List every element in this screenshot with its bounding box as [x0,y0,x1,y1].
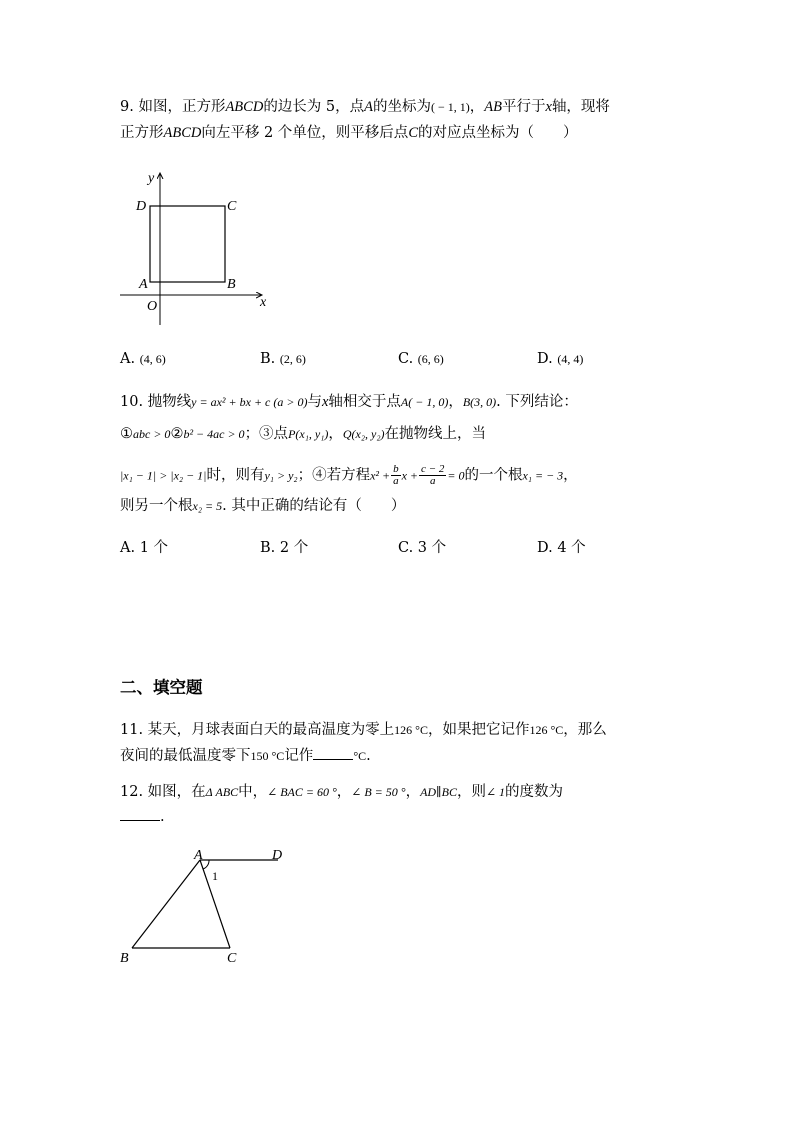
q10-line4: 则另一个根x₂ = 5. 其中正确的结论有（ ） [120,498,406,514]
q9-option-b[interactable]: B. (2, 6) [260,351,306,367]
q12-triangle-figure [110,845,300,970]
q11-answer-blank[interactable] [313,745,353,760]
fraction-c-minus-2-over-a: $\frac{c - 2}{a}$ [421,463,445,487]
q12-line1: 12. 如图，在Δ ABC中，∠ BAC = 60 °，∠ B = 50 °，AD∥BC，则∠ 1的度数为 [120,784,564,800]
q12-line2: . [120,806,165,827]
label-a: A [194,848,203,863]
q10-line1: 10. 抛物线y = ax² + bx + c (a > 0)与x轴相交于点A( − 1, 0)，B(3, 0). 下列结论： [120,394,578,410]
label-c: C [227,951,237,966]
angle-1-arc [203,860,209,869]
q10-line3: |x₁ − 1| > |x₂ − 1|时，则有y₁ > y₂；④若方程x² + $\frac{b}{a}$ x + $\frac{c - 2}{a}$ = 0的一个根x₁ = − 3， [120,463,578,487]
q10-option-d[interactable]: D. 4 个 [537,540,586,556]
label-o: O [147,299,158,314]
square-abcd [150,206,225,282]
side-ab [132,860,200,948]
label-d: D [136,199,147,214]
q10-option-b[interactable]: B. 2 个 [260,540,309,556]
q10-line2: ①abc > 0②b² − 4ac > 0；③点P(x₁, y₁)，Q(x₂, y₂)在抛物线上，当 [120,426,487,442]
section-heading-fill-in: 二、填空题 [120,678,203,697]
label-b: B [227,277,236,292]
label-angle-1: 1 [212,869,218,883]
q9-line1: 9. 如图，正方形ABCD的边长为 5，点A的坐标为( − 1, 1)，AB平行于x轴，现将 [120,99,610,115]
label-x: x [260,295,267,310]
label-a: A [139,277,148,292]
q11-line2: 夜间的最低温度零下150 °C记作 °C. [120,745,371,766]
q12-answer-blank[interactable] [120,806,160,821]
q9-square-figure [112,165,282,330]
label-d: D [272,848,283,863]
label-c: C [227,199,237,214]
label-b: B [120,951,129,966]
fraction-b-over-a: $\frac{b}{a}$ [393,463,399,487]
q10-option-c[interactable]: C. 3 个 [398,540,447,556]
q9-option-a[interactable]: A. (4, 6) [120,351,166,367]
q11-line1: 11. 某天，月球表面白天的最高温度为零上126 °C，如果把它记作126 °C，那么 [120,722,607,738]
q10-option-a[interactable]: A. 1 个 [120,540,169,556]
q9-option-d[interactable]: D. (4, 4) [537,351,584,367]
q9-line2: 正方形ABCD向左平移 2 个单位，则平移后点C的对应点坐标为（ ） [120,125,578,141]
q9-option-c[interactable]: C. (6, 6) [398,351,444,367]
label-y: y [148,171,155,186]
